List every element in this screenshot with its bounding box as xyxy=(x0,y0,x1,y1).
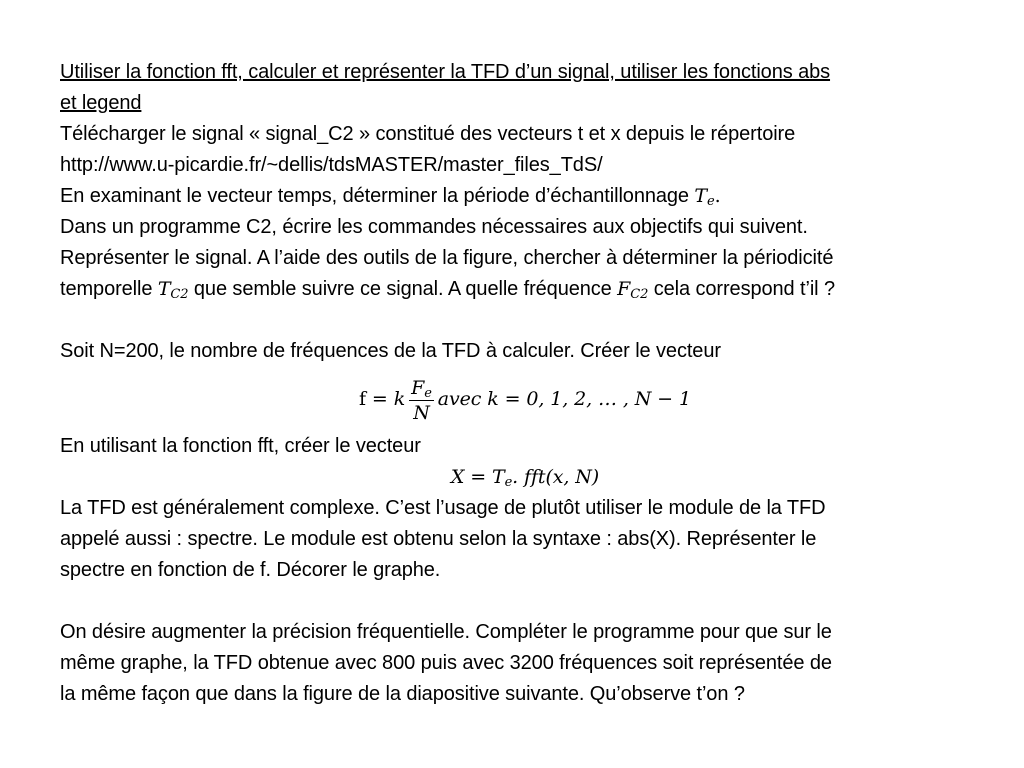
paragraph-precision-line-1: On désire augmenter la précision fréquentielle. Compléter le programme pour que sur le xyxy=(60,621,832,643)
math-te: $T_e$ xyxy=(694,185,715,209)
math-fc2: $F_{C2}$ xyxy=(617,278,649,302)
paragraph-spectrum-line-1: La TFD est généralement complexe. C’est l’usage de plutôt utiliser le module de la TFD xyxy=(60,497,826,519)
math-tc2: $T_{C2}$ xyxy=(157,278,189,302)
formula-fft: $X = T_e$. fft(x, N) xyxy=(450,466,600,490)
paragraph-sampling-period: En examinant le vecteur temps, déterminer la période d’échantillonnage $T_e$. xyxy=(60,185,721,209)
formula-frequency-vector: f = k $\frac{F_e}{N}$ avec k = 0, 1, 2, … , N − 1 xyxy=(359,376,691,424)
paragraph-fft-vector: En utilisant la fonction fft, créer le vecteur xyxy=(60,435,421,457)
slide-title xyxy=(60,57,990,119)
spacer xyxy=(60,305,990,336)
sampling-text: En examinant le vecteur temps, déterminer la période d’échantillonnage xyxy=(60,185,695,207)
paragraph-precision-line-3: la même façon que dans la figure de la diapositive suivante. Qu’observe t’on ? xyxy=(60,683,745,705)
paragraph-program-line-3: temporelle $T_{C2}$ que semble suivre ce signal. A quelle fréquence $F_{C2}$ cela correspond t’il ? xyxy=(60,278,835,302)
fraction-fe-over-n: $\frac{F_e}{N}$ xyxy=(411,376,432,424)
paragraph-spectrum-line-3: spectre en fonction de f. Décorer le graphe. xyxy=(60,559,441,581)
download-url: http://www.u-picardie.fr/~dellis/tdsMASTER/master_files_TdS/ xyxy=(60,154,603,176)
paragraph-precision-line-2: même graphe, la TFD obtenue avec 800 puis avec 3200 fréquences soit représentée de xyxy=(60,652,832,674)
slide-body xyxy=(60,57,990,710)
paragraph-program-line-2: Représenter le signal. A l’aide des outils de la figure, chercher à déterminer la périodicité xyxy=(60,247,834,269)
paragraph-spectrum-line-2: appelé aussi : spectre. Le module est obtenu selon la syntaxe : abs(X). Représenter le xyxy=(60,528,817,550)
spacer xyxy=(60,586,990,617)
paragraph-program-line-1: Dans un programme C2, écrire les commandes nécessaires aux objectifs qui suivent. xyxy=(60,216,808,238)
title-line-1: Utiliser la fonction fft, calculer et représenter la TFD d’un signal, utiliser les fonctions abs xyxy=(60,61,831,83)
paragraph-download-line-1: Télécharger le signal « signal_C2 » constitué des vecteurs t et x depuis le répertoire xyxy=(60,123,796,145)
paragraph-n200: Soit N=200, le nombre de fréquences de la TFD à calculer. Créer le vecteur xyxy=(60,340,721,362)
title-line-2: et legend xyxy=(60,92,142,114)
